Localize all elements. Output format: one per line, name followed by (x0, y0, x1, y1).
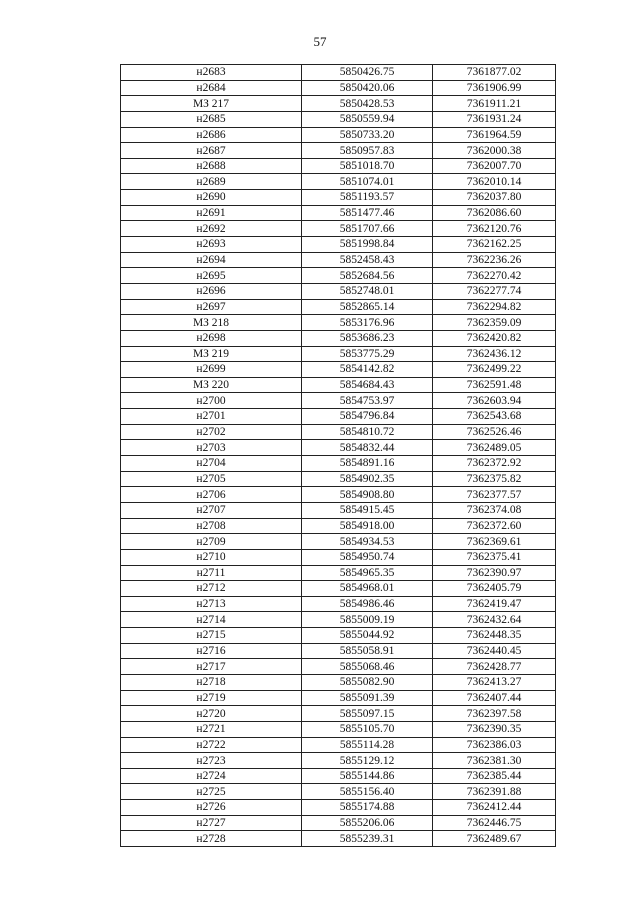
x-coordinate-cell: 5855082.90 (302, 674, 433, 690)
point-id-cell: н2700 (121, 393, 302, 409)
table-row (121, 143, 556, 159)
table-row (121, 612, 556, 628)
x-coordinate-cell: 5854965.35 (302, 565, 433, 581)
point-id-cell: н2724 (121, 768, 302, 784)
y-coordinate-cell: 7362446.75 (433, 815, 556, 831)
table-row (121, 111, 556, 127)
point-id-cell: н2709 (121, 534, 302, 550)
table-row (121, 674, 556, 690)
table-row (121, 80, 556, 96)
x-coordinate-cell: 5855097.15 (302, 706, 433, 722)
x-coordinate-cell: 5852458.43 (302, 252, 433, 268)
point-id-cell: н2713 (121, 596, 302, 612)
y-coordinate-cell: 7362086.60 (433, 205, 556, 221)
y-coordinate-cell: 7362526.46 (433, 424, 556, 440)
x-coordinate-cell: 5851074.01 (302, 174, 433, 190)
point-id-cell: н2721 (121, 721, 302, 737)
point-id-cell: н2687 (121, 143, 302, 159)
point-id-cell: н2696 (121, 283, 302, 299)
y-coordinate-cell: 7362375.82 (433, 471, 556, 487)
point-id-cell: н2694 (121, 252, 302, 268)
x-coordinate-cell: 5855144.86 (302, 768, 433, 784)
table-row (121, 768, 556, 784)
y-coordinate-cell: 7362448.35 (433, 628, 556, 644)
y-coordinate-cell: 7362412.44 (433, 800, 556, 816)
y-coordinate-cell: 7362420.82 (433, 330, 556, 346)
x-coordinate-cell: 5853775.29 (302, 346, 433, 362)
table-row (121, 565, 556, 581)
y-coordinate-cell: 7362440.45 (433, 643, 556, 659)
y-coordinate-cell: 7362007.70 (433, 158, 556, 174)
y-coordinate-cell: 7362386.03 (433, 737, 556, 753)
x-coordinate-cell: 5855174.88 (302, 800, 433, 816)
y-coordinate-cell: 7362010.14 (433, 174, 556, 190)
x-coordinate-cell: 5852684.56 (302, 268, 433, 284)
y-coordinate-cell: 7362381.30 (433, 753, 556, 769)
y-coordinate-cell: 7362377.57 (433, 487, 556, 503)
y-coordinate-cell: 7362162.25 (433, 237, 556, 253)
x-coordinate-cell: 5850957.83 (302, 143, 433, 159)
x-coordinate-cell: 5854908.80 (302, 487, 433, 503)
table-row (121, 237, 556, 253)
table-row (121, 721, 556, 737)
x-coordinate-cell: 5855009.19 (302, 612, 433, 628)
table-row (121, 831, 556, 847)
point-id-cell: МЗ 220 (121, 377, 302, 393)
table-row (121, 158, 556, 174)
table-row (121, 362, 556, 378)
x-coordinate-cell: 5855105.70 (302, 721, 433, 737)
point-id-cell: н2725 (121, 784, 302, 800)
table-row (121, 315, 556, 331)
point-id-cell: н2707 (121, 502, 302, 518)
table-row (121, 65, 556, 81)
point-id-cell: н2711 (121, 565, 302, 581)
table-row (121, 205, 556, 221)
point-id-cell: н2716 (121, 643, 302, 659)
x-coordinate-cell: 5855091.39 (302, 690, 433, 706)
y-coordinate-cell: 7362405.79 (433, 581, 556, 597)
y-coordinate-cell: 7362489.05 (433, 440, 556, 456)
table-row (121, 96, 556, 112)
x-coordinate-cell: 5854915.45 (302, 502, 433, 518)
table-row (121, 502, 556, 518)
table-row (121, 690, 556, 706)
point-id-cell: н2720 (121, 706, 302, 722)
x-coordinate-cell: 5855239.31 (302, 831, 433, 847)
point-id-cell: н2714 (121, 612, 302, 628)
x-coordinate-cell: 5853686.23 (302, 330, 433, 346)
x-coordinate-cell: 5855206.06 (302, 815, 433, 831)
point-id-cell: н2715 (121, 628, 302, 644)
y-coordinate-cell: 7362499.22 (433, 362, 556, 378)
y-coordinate-cell: 7362603.94 (433, 393, 556, 409)
x-coordinate-cell: 5853176.96 (302, 315, 433, 331)
table-row (121, 596, 556, 612)
point-id-cell: н2708 (121, 518, 302, 534)
y-coordinate-cell: 7362591.48 (433, 377, 556, 393)
table-row (121, 643, 556, 659)
point-id-cell: н2704 (121, 456, 302, 472)
table-row (121, 190, 556, 206)
y-coordinate-cell: 7362385.44 (433, 768, 556, 784)
y-coordinate-cell: 7361906.99 (433, 80, 556, 96)
table-row (121, 753, 556, 769)
x-coordinate-cell: 5855058.91 (302, 643, 433, 659)
y-coordinate-cell: 7362432.64 (433, 612, 556, 628)
table-row (121, 549, 556, 565)
y-coordinate-cell: 7362372.92 (433, 456, 556, 472)
coordinates-table (120, 64, 556, 847)
y-coordinate-cell: 7362391.88 (433, 784, 556, 800)
y-coordinate-cell: 7362390.35 (433, 721, 556, 737)
x-coordinate-cell: 5851193.57 (302, 190, 433, 206)
x-coordinate-cell: 5854684.43 (302, 377, 433, 393)
point-id-cell: н2692 (121, 221, 302, 237)
point-id-cell: н2685 (121, 111, 302, 127)
y-coordinate-cell: 7362294.82 (433, 299, 556, 315)
y-coordinate-cell: 7362390.97 (433, 565, 556, 581)
y-coordinate-cell: 7362419.47 (433, 596, 556, 612)
x-coordinate-cell: 5854142.82 (302, 362, 433, 378)
table-row (121, 127, 556, 143)
point-id-cell: н2718 (121, 674, 302, 690)
table-row (121, 174, 556, 190)
table-row (121, 706, 556, 722)
table-row (121, 815, 556, 831)
table-row (121, 283, 556, 299)
x-coordinate-cell: 5851707.66 (302, 221, 433, 237)
point-id-cell: н2703 (121, 440, 302, 456)
y-coordinate-cell: 7362120.76 (433, 221, 556, 237)
table-row (121, 800, 556, 816)
point-id-cell: н2701 (121, 409, 302, 425)
table-row (121, 784, 556, 800)
point-id-cell: н2726 (121, 800, 302, 816)
table-row (121, 393, 556, 409)
x-coordinate-cell: 5850733.20 (302, 127, 433, 143)
table-row (121, 581, 556, 597)
point-id-cell: н2719 (121, 690, 302, 706)
point-id-cell: н2683 (121, 65, 302, 81)
table-row (121, 659, 556, 675)
point-id-cell: н2717 (121, 659, 302, 675)
y-coordinate-cell: 7362489.67 (433, 831, 556, 847)
x-coordinate-cell: 5855068.46 (302, 659, 433, 675)
page-number: 57 (313, 34, 327, 49)
point-id-cell: н2727 (121, 815, 302, 831)
point-id-cell: н2698 (121, 330, 302, 346)
point-id-cell: н2728 (121, 831, 302, 847)
y-coordinate-cell: 7362372.60 (433, 518, 556, 534)
point-id-cell: н2712 (121, 581, 302, 597)
y-coordinate-cell: 7362270.42 (433, 268, 556, 284)
x-coordinate-cell: 5855156.40 (302, 784, 433, 800)
x-coordinate-cell: 5854918.00 (302, 518, 433, 534)
table-row (121, 737, 556, 753)
table-row (121, 456, 556, 472)
point-id-cell: н2684 (121, 80, 302, 96)
x-coordinate-cell: 5850420.06 (302, 80, 433, 96)
x-coordinate-cell: 5854832.44 (302, 440, 433, 456)
table-row (121, 221, 556, 237)
x-coordinate-cell: 5854950.74 (302, 549, 433, 565)
y-coordinate-cell: 7362369.61 (433, 534, 556, 550)
y-coordinate-cell: 7362000.38 (433, 143, 556, 159)
table-row (121, 424, 556, 440)
y-coordinate-cell: 7361931.24 (433, 111, 556, 127)
table-row (121, 471, 556, 487)
table-row (121, 330, 556, 346)
y-coordinate-cell: 7362428.77 (433, 659, 556, 675)
y-coordinate-cell: 7362436.12 (433, 346, 556, 362)
point-id-cell: н2710 (121, 549, 302, 565)
table-row (121, 409, 556, 425)
x-coordinate-cell: 5854968.01 (302, 581, 433, 597)
x-coordinate-cell: 5850428.53 (302, 96, 433, 112)
point-id-cell: МЗ 217 (121, 96, 302, 112)
y-coordinate-cell: 7361911.21 (433, 96, 556, 112)
table-row (121, 628, 556, 644)
y-coordinate-cell: 7361964.59 (433, 127, 556, 143)
y-coordinate-cell: 7362543.68 (433, 409, 556, 425)
x-coordinate-cell: 5854810.72 (302, 424, 433, 440)
y-coordinate-cell: 7362413.27 (433, 674, 556, 690)
table-row (121, 299, 556, 315)
table-row (121, 487, 556, 503)
table-row (121, 377, 556, 393)
point-id-cell: н2697 (121, 299, 302, 315)
y-coordinate-cell: 7362359.09 (433, 315, 556, 331)
x-coordinate-cell: 5852748.01 (302, 283, 433, 299)
point-id-cell: н2722 (121, 737, 302, 753)
point-id-cell: н2705 (121, 471, 302, 487)
point-id-cell: н2691 (121, 205, 302, 221)
point-id-cell: н2689 (121, 174, 302, 190)
table-row (121, 440, 556, 456)
table-row (121, 346, 556, 362)
x-coordinate-cell: 5854902.35 (302, 471, 433, 487)
point-id-cell: н2699 (121, 362, 302, 378)
coordinates-table-body (121, 65, 556, 847)
y-coordinate-cell: 7362375.41 (433, 549, 556, 565)
y-coordinate-cell: 7362374.08 (433, 502, 556, 518)
point-id-cell: н2690 (121, 190, 302, 206)
point-id-cell: МЗ 218 (121, 315, 302, 331)
point-id-cell: н2688 (121, 158, 302, 174)
point-id-cell: н2702 (121, 424, 302, 440)
point-id-cell: н2686 (121, 127, 302, 143)
point-id-cell: н2695 (121, 268, 302, 284)
y-coordinate-cell: 7361877.02 (433, 65, 556, 81)
x-coordinate-cell: 5854986.46 (302, 596, 433, 612)
y-coordinate-cell: 7362397.58 (433, 706, 556, 722)
table-row (121, 534, 556, 550)
x-coordinate-cell: 5851477.46 (302, 205, 433, 221)
point-id-cell: н2706 (121, 487, 302, 503)
x-coordinate-cell: 5855114.28 (302, 737, 433, 753)
x-coordinate-cell: 5854934.53 (302, 534, 433, 550)
table-row (121, 518, 556, 534)
y-coordinate-cell: 7362407.44 (433, 690, 556, 706)
table-row (121, 252, 556, 268)
x-coordinate-cell: 5850559.94 (302, 111, 433, 127)
x-coordinate-cell: 5855129.12 (302, 753, 433, 769)
point-id-cell: МЗ 219 (121, 346, 302, 362)
x-coordinate-cell: 5852865.14 (302, 299, 433, 315)
x-coordinate-cell: 5855044.92 (302, 628, 433, 644)
table-row (121, 268, 556, 284)
y-coordinate-cell: 7362236.26 (433, 252, 556, 268)
x-coordinate-cell: 5854753.97 (302, 393, 433, 409)
x-coordinate-cell: 5851018.70 (302, 158, 433, 174)
point-id-cell: н2723 (121, 753, 302, 769)
x-coordinate-cell: 5854891.16 (302, 456, 433, 472)
x-coordinate-cell: 5851998.84 (302, 237, 433, 253)
y-coordinate-cell: 7362037.80 (433, 190, 556, 206)
x-coordinate-cell: 5854796.84 (302, 409, 433, 425)
y-coordinate-cell: 7362277.74 (433, 283, 556, 299)
x-coordinate-cell: 5850426.75 (302, 65, 433, 81)
point-id-cell: н2693 (121, 237, 302, 253)
